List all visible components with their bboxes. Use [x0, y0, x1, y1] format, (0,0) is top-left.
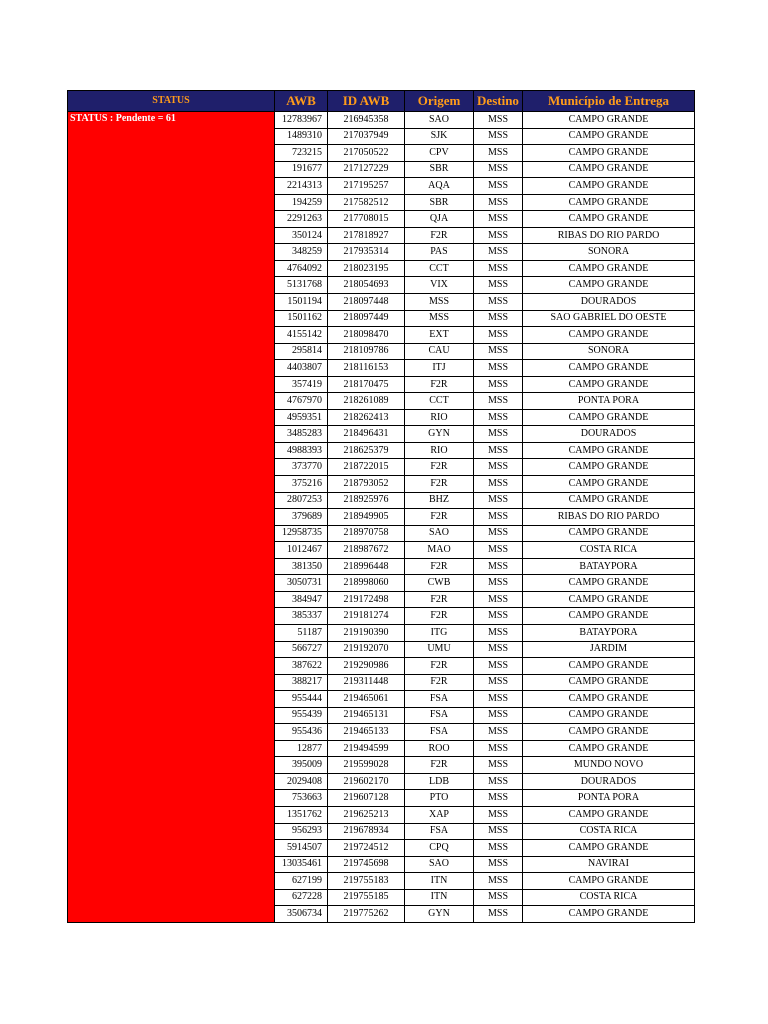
awb-cell: 191677 [275, 161, 328, 178]
destino-cell: MSS [474, 376, 523, 393]
id-awb-cell: 217582512 [328, 194, 405, 211]
id-awb-cell: 217037949 [328, 128, 405, 145]
municipio-cell: CAMPO GRANDE [523, 840, 695, 857]
awb-cell: 3050731 [275, 575, 328, 592]
id-awb-cell: 219599028 [328, 757, 405, 774]
awb-cell: 387622 [275, 658, 328, 675]
origem-cell: BHZ [405, 492, 474, 509]
destino-cell: MSS [474, 145, 523, 162]
destino-cell: MSS [474, 724, 523, 741]
id-awb-cell: 218170475 [328, 376, 405, 393]
id-awb-cell: 219607128 [328, 790, 405, 807]
origem-cell: FSA [405, 707, 474, 724]
id-awb-cell: 219625213 [328, 806, 405, 823]
origem-cell: ITG [405, 624, 474, 641]
id-awb-cell: 219465131 [328, 707, 405, 724]
destino-cell: MSS [474, 691, 523, 708]
municipio-cell: DOURADOS [523, 426, 695, 443]
municipio-cell: CAMPO GRANDE [523, 740, 695, 757]
awb-cell: 2291263 [275, 211, 328, 228]
id-awb-cell: 217127229 [328, 161, 405, 178]
destino-cell: MSS [474, 790, 523, 807]
id-awb-cell: 219192070 [328, 641, 405, 658]
municipio-cell: PONTA PORA [523, 790, 695, 807]
destino-cell: MSS [474, 244, 523, 261]
id-awb-cell: 219494599 [328, 740, 405, 757]
id-awb-cell: 219465061 [328, 691, 405, 708]
id-awb-cell: 218109786 [328, 343, 405, 360]
awb-cell: 388217 [275, 674, 328, 691]
id-awb-cell: 219755185 [328, 889, 405, 906]
destino-cell: MSS [474, 906, 523, 923]
destino-column-header: Destino [474, 91, 523, 112]
municipio-cell: COSTA RICA [523, 542, 695, 559]
municipio-cell: CAMPO GRANDE [523, 277, 695, 294]
id-awb-cell: 218262413 [328, 409, 405, 426]
id-awb-cell: 216945358 [328, 112, 405, 129]
awb-cell: 348259 [275, 244, 328, 261]
municipio-cell: COSTA RICA [523, 823, 695, 840]
municipio-cell: BATAYPORA [523, 558, 695, 575]
origem-cell: GYN [405, 426, 474, 443]
destino-cell: MSS [474, 442, 523, 459]
id-awb-cell: 218987672 [328, 542, 405, 559]
id-awb-cell: 219290986 [328, 658, 405, 675]
origem-cell: SBR [405, 161, 474, 178]
destino-cell: MSS [474, 260, 523, 277]
origem-cell: CPV [405, 145, 474, 162]
municipio-cell: CAMPO GRANDE [523, 674, 695, 691]
origem-cell: CAU [405, 343, 474, 360]
municipio-cell: SONORA [523, 244, 695, 261]
awb-cell: 955444 [275, 691, 328, 708]
destino-cell: MSS [474, 608, 523, 625]
awb-cell: 373770 [275, 459, 328, 476]
awb-cell: 12877 [275, 740, 328, 757]
id-awb-cell: 217708015 [328, 211, 405, 228]
municipio-cell: COSTA RICA [523, 889, 695, 906]
origem-cell: CWB [405, 575, 474, 592]
municipio-cell: CAMPO GRANDE [523, 906, 695, 923]
id-awb-cell: 217195257 [328, 178, 405, 195]
header-row [68, 91, 695, 112]
table-row [68, 112, 695, 129]
municipio-cell: CAMPO GRANDE [523, 161, 695, 178]
origem-cell: SAO [405, 856, 474, 873]
id-awb-cell: 218722015 [328, 459, 405, 476]
origem-cell: SAO [405, 112, 474, 129]
id-awb-cell: 219755183 [328, 873, 405, 890]
awb-cell: 5914507 [275, 840, 328, 857]
awb-cell: 379689 [275, 509, 328, 526]
awb-cell: 627199 [275, 873, 328, 890]
awb-cell: 956293 [275, 823, 328, 840]
destino-cell: MSS [474, 542, 523, 559]
awb-cell: 566727 [275, 641, 328, 658]
report-sheet [67, 90, 694, 923]
table-body [68, 112, 695, 923]
awb-cell: 357419 [275, 376, 328, 393]
municipio-cell: CAMPO GRANDE [523, 691, 695, 708]
id-awb-cell: 218116153 [328, 360, 405, 377]
destino-cell: MSS [474, 591, 523, 608]
awb-cell: 4767970 [275, 393, 328, 410]
destino-cell: MSS [474, 161, 523, 178]
id-awb-cell: 218996448 [328, 558, 405, 575]
municipio-cell: CAMPO GRANDE [523, 724, 695, 741]
id-awb-cell: 219172498 [328, 591, 405, 608]
id-awb-cell: 219724512 [328, 840, 405, 857]
id-awb-cell: 217935314 [328, 244, 405, 261]
municipio-cell: CAMPO GRANDE [523, 806, 695, 823]
municipio-cell: JARDIM [523, 641, 695, 658]
origem-cell: XAP [405, 806, 474, 823]
destino-cell: MSS [474, 178, 523, 195]
id-awb-cell: 219311448 [328, 674, 405, 691]
origem-cell: RIO [405, 442, 474, 459]
awb-cell: 955436 [275, 724, 328, 741]
origem-cell: LDB [405, 773, 474, 790]
municipio-cell: CAMPO GRANDE [523, 376, 695, 393]
origem-cell: VIX [405, 277, 474, 294]
awb-cell: 295814 [275, 343, 328, 360]
origem-cell: GYN [405, 906, 474, 923]
destino-cell: MSS [474, 343, 523, 360]
destino-cell: MSS [474, 277, 523, 294]
awb-cell: 2029408 [275, 773, 328, 790]
destino-cell: MSS [474, 459, 523, 476]
id-awb-column-header: ID AWB [328, 91, 405, 112]
status-column-header: STATUS [68, 91, 275, 112]
municipio-cell: BATAYPORA [523, 624, 695, 641]
id-awb-cell: 218970758 [328, 525, 405, 542]
destino-cell: MSS [474, 641, 523, 658]
awb-cell: 381350 [275, 558, 328, 575]
municipio-cell: CAMPO GRANDE [523, 194, 695, 211]
destino-cell: MSS [474, 476, 523, 493]
destino-cell: MSS [474, 409, 523, 426]
awb-cell: 395009 [275, 757, 328, 774]
awb-cell: 4959351 [275, 409, 328, 426]
destino-cell: MSS [474, 194, 523, 211]
destino-cell: MSS [474, 426, 523, 443]
awb-cell: 1501194 [275, 294, 328, 311]
origem-cell: UMU [405, 641, 474, 658]
origem-cell: SJK [405, 128, 474, 145]
destino-cell: MSS [474, 492, 523, 509]
origem-cell: F2R [405, 509, 474, 526]
municipio-cell: SONORA [523, 343, 695, 360]
destino-cell: MSS [474, 856, 523, 873]
awb-cell: 627228 [275, 889, 328, 906]
municipio-cell: CAMPO GRANDE [523, 145, 695, 162]
destino-cell: MSS [474, 889, 523, 906]
id-awb-cell: 218496431 [328, 426, 405, 443]
municipio-cell: DOURADOS [523, 294, 695, 311]
municipio-cell: CAMPO GRANDE [523, 128, 695, 145]
awb-cell: 13035461 [275, 856, 328, 873]
awb-cell: 2214313 [275, 178, 328, 195]
id-awb-cell: 217818927 [328, 227, 405, 244]
destino-cell: MSS [474, 806, 523, 823]
awb-cell: 2807253 [275, 492, 328, 509]
origem-cell: ITJ [405, 360, 474, 377]
awb-cell: 12783967 [275, 112, 328, 129]
destino-cell: MSS [474, 128, 523, 145]
awb-cell: 385337 [275, 608, 328, 625]
id-awb-cell: 218023195 [328, 260, 405, 277]
municipio-cell: CAMPO GRANDE [523, 360, 695, 377]
municipio-cell: NAVIRAI [523, 856, 695, 873]
origem-cell: CPQ [405, 840, 474, 857]
id-awb-cell: 218625379 [328, 442, 405, 459]
origem-cell: ITN [405, 889, 474, 906]
destino-cell: MSS [474, 674, 523, 691]
origem-cell: PAS [405, 244, 474, 261]
destino-cell: MSS [474, 360, 523, 377]
id-awb-cell: 218097448 [328, 294, 405, 311]
municipio-cell: CAMPO GRANDE [523, 492, 695, 509]
id-awb-cell: 218261089 [328, 393, 405, 410]
awb-cell: 375216 [275, 476, 328, 493]
origem-cell: F2R [405, 757, 474, 774]
municipio-cell: CAMPO GRANDE [523, 211, 695, 228]
destino-cell: MSS [474, 658, 523, 675]
municipio-cell: CAMPO GRANDE [523, 442, 695, 459]
id-awb-cell: 219745698 [328, 856, 405, 873]
municipio-cell: RIBAS DO RIO PARDO [523, 227, 695, 244]
origem-cell: F2R [405, 608, 474, 625]
awb-cell: 1012467 [275, 542, 328, 559]
origem-cell: MSS [405, 294, 474, 311]
origem-cell: F2R [405, 476, 474, 493]
destino-cell: MSS [474, 294, 523, 311]
origem-cell: AQA [405, 178, 474, 195]
origem-cell: FSA [405, 823, 474, 840]
origem-cell: CCT [405, 260, 474, 277]
municipio-cell: CAMPO GRANDE [523, 459, 695, 476]
origem-cell: MSS [405, 310, 474, 327]
id-awb-cell: 218793052 [328, 476, 405, 493]
awb-cell: 4403807 [275, 360, 328, 377]
destino-cell: MSS [474, 310, 523, 327]
id-awb-cell: 219190390 [328, 624, 405, 641]
municipio-cell: CAMPO GRANDE [523, 873, 695, 890]
id-awb-cell: 218097449 [328, 310, 405, 327]
id-awb-cell: 218925976 [328, 492, 405, 509]
destino-cell: MSS [474, 624, 523, 641]
destino-cell: MSS [474, 840, 523, 857]
id-awb-cell: 219775262 [328, 906, 405, 923]
origem-cell: SAO [405, 525, 474, 542]
origem-cell: F2R [405, 674, 474, 691]
origem-cell: MAO [405, 542, 474, 559]
awb-cell: 5131768 [275, 277, 328, 294]
origem-cell: CCT [405, 393, 474, 410]
id-awb-cell: 219602170 [328, 773, 405, 790]
municipio-cell: CAMPO GRANDE [523, 260, 695, 277]
awb-cell: 1489310 [275, 128, 328, 145]
municipio-cell: CAMPO GRANDE [523, 591, 695, 608]
awb-cell: 384947 [275, 591, 328, 608]
destino-cell: MSS [474, 873, 523, 890]
awb-column-header: AWB [275, 91, 328, 112]
origem-cell: F2R [405, 591, 474, 608]
id-awb-cell: 218949905 [328, 509, 405, 526]
origem-cell: F2R [405, 459, 474, 476]
municipio-cell: RIBAS DO RIO PARDO [523, 509, 695, 526]
destino-cell: MSS [474, 707, 523, 724]
awb-cell: 4155142 [275, 327, 328, 344]
origem-cell: F2R [405, 558, 474, 575]
municipio-column-header: Município de Entrega [523, 91, 695, 112]
municipio-cell: CAMPO GRANDE [523, 525, 695, 542]
awb-cell: 4988393 [275, 442, 328, 459]
awb-cell: 350124 [275, 227, 328, 244]
destino-cell: MSS [474, 227, 523, 244]
destino-cell: MSS [474, 327, 523, 344]
id-awb-cell: 217050522 [328, 145, 405, 162]
municipio-cell: CAMPO GRANDE [523, 707, 695, 724]
destino-cell: MSS [474, 823, 523, 840]
origem-cell: F2R [405, 376, 474, 393]
origem-cell: SBR [405, 194, 474, 211]
awb-cell: 12958735 [275, 525, 328, 542]
destino-cell: MSS [474, 509, 523, 526]
destino-cell: MSS [474, 112, 523, 129]
awb-table [67, 90, 695, 923]
awb-cell: 4764092 [275, 260, 328, 277]
awb-cell: 1351762 [275, 806, 328, 823]
destino-cell: MSS [474, 211, 523, 228]
id-awb-cell: 219465133 [328, 724, 405, 741]
awb-cell: 723215 [275, 145, 328, 162]
municipio-cell: CAMPO GRANDE [523, 575, 695, 592]
id-awb-cell: 219678934 [328, 823, 405, 840]
destino-cell: MSS [474, 393, 523, 410]
destino-cell: MSS [474, 757, 523, 774]
municipio-cell: CAMPO GRANDE [523, 112, 695, 129]
awb-cell: 955439 [275, 707, 328, 724]
origem-cell: FSA [405, 724, 474, 741]
id-awb-cell: 218054693 [328, 277, 405, 294]
origem-cell: FSA [405, 691, 474, 708]
origem-cell: ROO [405, 740, 474, 757]
awb-cell: 51187 [275, 624, 328, 641]
origem-cell: EXT [405, 327, 474, 344]
awb-cell: 194259 [275, 194, 328, 211]
destino-cell: MSS [474, 740, 523, 757]
municipio-cell: SAO GABRIEL DO OESTE [523, 310, 695, 327]
id-awb-cell: 218998060 [328, 575, 405, 592]
municipio-cell: DOURADOS [523, 773, 695, 790]
origem-cell: RIO [405, 409, 474, 426]
origem-cell: PTO [405, 790, 474, 807]
municipio-cell: CAMPO GRANDE [523, 476, 695, 493]
municipio-cell: CAMPO GRANDE [523, 327, 695, 344]
origem-cell: F2R [405, 227, 474, 244]
awb-cell: 3485283 [275, 426, 328, 443]
awb-cell: 3506734 [275, 906, 328, 923]
destino-cell: MSS [474, 558, 523, 575]
municipio-cell: MUNDO NOVO [523, 757, 695, 774]
origem-column-header: Origem [405, 91, 474, 112]
destino-cell: MSS [474, 575, 523, 592]
municipio-cell: PONTA PORA [523, 393, 695, 410]
destino-cell: MSS [474, 525, 523, 542]
origem-cell: QJA [405, 211, 474, 228]
awb-cell: 1501162 [275, 310, 328, 327]
id-awb-cell: 219181274 [328, 608, 405, 625]
municipio-cell: CAMPO GRANDE [523, 409, 695, 426]
status-group-cell: STATUS : Pendente = 61 [68, 112, 275, 923]
origem-cell: ITN [405, 873, 474, 890]
id-awb-cell: 218098470 [328, 327, 405, 344]
municipio-cell: CAMPO GRANDE [523, 608, 695, 625]
municipio-cell: CAMPO GRANDE [523, 178, 695, 195]
destino-cell: MSS [474, 773, 523, 790]
awb-cell: 753663 [275, 790, 328, 807]
origem-cell: F2R [405, 658, 474, 675]
municipio-cell: CAMPO GRANDE [523, 658, 695, 675]
